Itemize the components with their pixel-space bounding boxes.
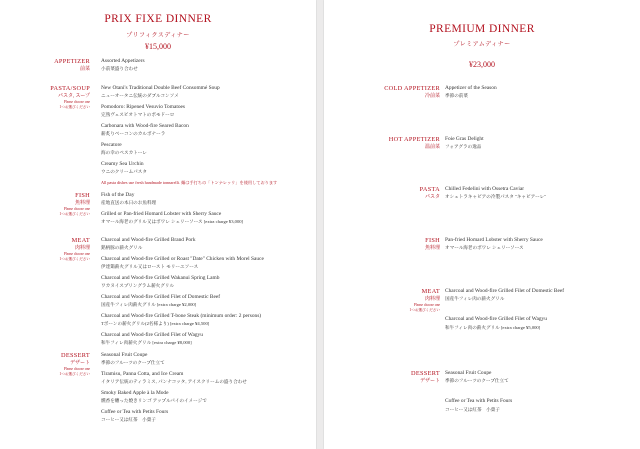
category-title: MEAT xyxy=(71,237,90,244)
item-name: Assorted Appetizers xyxy=(101,58,145,64)
item-name-jp: オマール海老のグリル又はポワレ シェリーソース [extra charge ¥3,000] xyxy=(101,219,244,225)
item-name-jp: ワカヌイスプリングラム薪火グリル xyxy=(101,283,175,289)
item-list xyxy=(101,58,313,77)
choose-note-jp: 1つお選びください xyxy=(59,257,90,261)
item-name: Tiramisu, Panna Cotta, and Ice Cream xyxy=(101,371,184,377)
category-title-jp: 温前菜 xyxy=(424,145,440,150)
page-subtitle: プリフィクスディナー xyxy=(126,33,190,39)
menu-item xyxy=(445,398,640,412)
page-title: PREMIUM DINNER xyxy=(429,23,535,35)
item-name-jp: 季節のフルーツのクープ仕立て xyxy=(101,360,165,366)
item-name-jp: 完熟ヴェスビオトマトのポモドーロ xyxy=(101,112,175,118)
item-name: Foie Gras Delight xyxy=(445,136,484,142)
item-name-jp: イタリア伝統のティラミス, パンナコッタ, アイスクリームの盛り合わせ xyxy=(101,379,247,385)
category-title: MEAT xyxy=(421,288,440,295)
category-title-jp: 魚料理 xyxy=(424,246,440,251)
category-title: PASTA xyxy=(419,186,440,193)
category-title-jp: 前菜 xyxy=(79,67,90,72)
menu-item xyxy=(101,352,313,366)
category-title-jp: 冷前菜 xyxy=(424,94,440,99)
choose-note-jp: 1つお選びください xyxy=(409,308,440,312)
menu-item xyxy=(101,237,313,251)
item-list xyxy=(445,136,640,155)
category-label xyxy=(6,192,90,217)
item-name-jp: フォアグラの逸品 xyxy=(445,144,482,150)
category-title-jp: パスタ xyxy=(424,195,440,200)
menu-item xyxy=(101,85,313,99)
category-title: COLD APPETIZER xyxy=(384,85,440,92)
menu-item xyxy=(101,192,313,206)
menu-item xyxy=(101,211,313,225)
menu-item xyxy=(101,256,313,270)
category-label xyxy=(356,136,440,151)
item-name-jp: オマール海老のポワレ シェリーソース xyxy=(445,245,524,251)
menu-price: ¥23,000 xyxy=(469,60,495,69)
item-name: Charcoal and Wood-fire Grilled Filet of Wagyu xyxy=(101,332,203,338)
menu-item xyxy=(101,390,313,404)
item-name-jp: ウニのクリームパスタ xyxy=(101,169,147,175)
item-name: Seasonal Fruit Coupe xyxy=(445,370,492,376)
item-name: Seasonal Fruit Coupe xyxy=(101,352,148,358)
item-list xyxy=(445,370,640,417)
item-name-jp: 季節の前菜 xyxy=(445,93,468,99)
item-name: Grilled or Pan-fried Homard Lobster with Sherry Sauce xyxy=(101,211,222,217)
item-list xyxy=(445,85,640,104)
menu-item xyxy=(445,85,640,99)
choose-note-jp: 1つお選びください xyxy=(59,105,90,109)
menu-item xyxy=(445,237,640,251)
choose-note: Please choose one xyxy=(63,252,90,256)
category-title: FISH xyxy=(425,237,440,244)
item-name: Fish of the Day xyxy=(101,192,135,198)
item-name: Charcoal and Wood-fire Grilled or Roast "Date" Chicken with Morel Sauce xyxy=(101,256,264,262)
menu-item xyxy=(445,370,640,384)
item-name: Coffee or Tea with Petits Fours xyxy=(445,398,513,405)
item-name: Pan-fried Homard Lobster with Sherry Sauce xyxy=(445,237,543,243)
category-title-jp: 肉料理 xyxy=(424,297,440,302)
item-list xyxy=(101,192,313,230)
item-list xyxy=(101,352,313,428)
choose-note: Please choose one xyxy=(63,100,90,104)
category-label xyxy=(6,352,90,377)
item-name: Pescatore xyxy=(101,142,122,148)
menu-item xyxy=(101,409,313,423)
item-name-jp: 国産牛フィレ肉の薪火グリル xyxy=(445,296,505,302)
choose-note: Please choose one xyxy=(63,207,90,211)
menu-item xyxy=(101,161,313,175)
menu-item xyxy=(101,123,313,137)
category-title: DESSERT xyxy=(60,352,90,359)
menu-item xyxy=(101,371,313,385)
item-list xyxy=(445,288,640,335)
category-title-jp: 魚料理 xyxy=(74,201,90,206)
menu-item xyxy=(101,332,313,346)
item-list xyxy=(101,237,313,351)
category-label xyxy=(356,186,440,201)
item-name-jp: ニューオータニ伝統のダブルコンソメ xyxy=(101,93,179,99)
menu-item xyxy=(101,313,313,327)
item-list xyxy=(101,85,313,186)
choose-note: Please choose one xyxy=(413,303,440,307)
item-name-jp: 小前菜盛り合わせ xyxy=(101,66,138,72)
item-name: Pomodoro: Ripened Vesuvio Tomatoes xyxy=(101,104,186,110)
category-label xyxy=(6,85,90,110)
item-name-jp: 季節のフルーツのクープ仕立て xyxy=(445,378,509,384)
item-name-jp: 燻香を纏った焼きリンゴ アップルパイのイメージで xyxy=(101,398,207,404)
menu-item xyxy=(101,104,313,118)
category-label xyxy=(356,288,440,313)
item-name: Charcoal and Wood-fire Grilled Filet of Domestic Beef xyxy=(445,288,565,294)
category-title: APPETIZER xyxy=(54,58,90,65)
menu-item xyxy=(445,186,640,200)
premium-page xyxy=(324,0,640,449)
item-name: Creamy Sea Urchin xyxy=(101,161,144,167)
category-title: HOT APPETIZER xyxy=(388,136,440,143)
menu-item xyxy=(445,288,640,302)
item-name: Charcoal and Wood-fire Grilled Brand Pork xyxy=(101,237,196,243)
choose-note-jp: 1つお選びください xyxy=(59,372,90,376)
item-name: New Otani's Traditional Double Beef Consommé Soup xyxy=(101,85,220,91)
item-name-jp: 海の幸のペスカトーレ xyxy=(101,150,147,156)
category-label xyxy=(6,237,90,262)
page-subtitle: プレミアムディナー xyxy=(453,42,511,48)
category-title-jp: パスタ, スープ xyxy=(57,94,90,99)
category-label xyxy=(356,370,440,385)
item-name-jp: 国産牛フィレ肉薪火グリル [extra charge ¥2,000] xyxy=(101,302,197,308)
choose-note-jp: 1つお選びください xyxy=(59,212,90,216)
category-title-jp: 肉料理 xyxy=(74,246,90,251)
prix-fixe-page xyxy=(0,0,316,449)
item-name: Charcoal and Wood-fire Grilled Filet of Wagyu xyxy=(445,316,547,323)
choose-note: Please choose one xyxy=(63,367,90,371)
item-list xyxy=(445,186,640,205)
item-name-jp: 和牛フィレ肉薪火グリル [extra charge ¥8,000] xyxy=(101,340,192,346)
menu-item xyxy=(445,136,640,150)
item-list xyxy=(445,237,640,256)
category-label xyxy=(6,58,90,73)
item-name-jp: コーヒー又は紅茶 小菓子 xyxy=(445,406,500,412)
category-title: DESSERT xyxy=(410,370,440,377)
menu-item xyxy=(101,275,313,289)
menu-item xyxy=(445,316,640,330)
item-name-jp: 産地直送の本日のお魚料理 xyxy=(101,200,157,206)
item-name: Charcoal and Wood-fire Grilled Filet of Domestic Beef xyxy=(101,294,221,300)
category-label xyxy=(356,237,440,252)
item-name-jp: Tボーンの薪火グリル(2名様より) [extra charge ¥4,500] xyxy=(101,321,210,327)
menu-item xyxy=(101,142,313,156)
menu-price: ¥15,000 xyxy=(145,42,171,51)
pasta-footnote: All pasta dishes use fresh handmade tonnarelli. 麺は手打ちの「トンナレッリ」を使用しております xyxy=(101,180,278,185)
item-name: Chilled Fedelini with Ossetra Caviar xyxy=(445,186,525,192)
menu-item xyxy=(101,294,313,308)
item-name: Appetizer of the Season xyxy=(445,85,497,91)
item-name-jp: コーヒー又は紅茶 小菓子 xyxy=(101,417,156,423)
item-name: Carbonara with Wood-fire Seared Bacon xyxy=(101,123,189,129)
item-name: Charcoal and Wood-fire Grilled T-bone Steak (minimum order: 2 persons) xyxy=(101,313,262,319)
category-title: FISH xyxy=(75,192,90,199)
category-label xyxy=(356,85,440,100)
item-name-jp: 伊達鶏薪火グリル又はロースト モリーユソース xyxy=(101,264,199,270)
item-name: Coffee or Tea with Petits Fours xyxy=(101,409,169,415)
category-title-jp: デザート xyxy=(69,361,90,366)
page-title: PRIX FIXE DINNER xyxy=(104,13,212,25)
menu-item xyxy=(101,58,313,72)
item-name-jp: 薪炙りベーコンのカルボナーラ xyxy=(101,131,166,137)
item-name-jp: 銘柄豚の薪火グリル xyxy=(101,245,143,251)
item-name-jp: 和牛フィレ肉の薪火グリル [extra charge ¥5,000] xyxy=(445,324,541,330)
item-name: Smoky Baked Apple à la Mode xyxy=(101,390,169,396)
category-title-jp: デザート xyxy=(419,379,440,384)
item-name-jp: オシェトラキャビアの冷製パスタ "キャビアーレ" xyxy=(445,194,547,200)
category-title: PASTA/SOUP xyxy=(50,85,90,92)
item-name: Charcoal and Wood-fire Grilled Wakanui Spring Lamb xyxy=(101,275,220,281)
